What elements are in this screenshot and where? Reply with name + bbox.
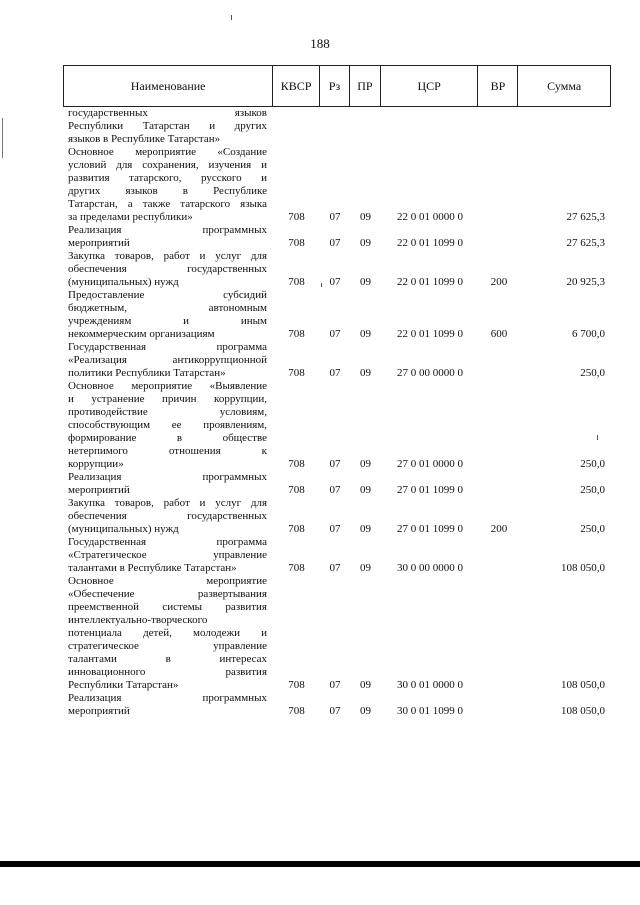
row-name-line: Республики Татарстан» xyxy=(68,679,179,691)
table-row xyxy=(63,224,611,250)
row-name-line: стратегическое управление xyxy=(68,640,267,652)
row-name-line: Закупка товаров, работ и услуг для xyxy=(68,250,267,262)
cell-rz: 07 xyxy=(329,237,341,249)
row-name-line: Основное мероприятие xyxy=(68,575,267,587)
cell-sum: 27 625,3 xyxy=(566,211,605,223)
scan-border xyxy=(0,861,640,867)
row-name-line: Основное мероприятие «Выявление xyxy=(68,380,267,392)
row-name-line: «Стратегическое управление xyxy=(68,549,267,561)
cell-rz: 07 xyxy=(329,705,341,717)
cell-pr: 09 xyxy=(360,328,371,340)
cell-kvsr: 708 xyxy=(288,523,305,535)
cell-kvsr: 708 xyxy=(288,458,305,470)
table-row xyxy=(63,107,611,146)
row-name xyxy=(63,471,273,497)
row-name-line: бюджетным, автономным xyxy=(68,302,267,314)
cell-pr: 09 xyxy=(360,237,371,249)
cell-kvsr: 708 xyxy=(288,562,305,574)
cell-kvsr: 708 xyxy=(288,276,305,288)
header-vr: ВР xyxy=(478,66,518,106)
row-name xyxy=(63,497,273,536)
table-row xyxy=(63,289,611,341)
cell-sum: 108 050,0 xyxy=(561,562,605,574)
row-name-line: за пределами республики» xyxy=(68,211,193,223)
table-row xyxy=(63,146,611,224)
cell-pr: 09 xyxy=(360,484,371,496)
cell-pr: 09 xyxy=(360,705,371,717)
cell-rz: 07 xyxy=(329,328,341,340)
table-row xyxy=(63,380,611,471)
cell-sum: 250,0 xyxy=(580,523,605,535)
row-name-line: Государственная программа xyxy=(68,536,267,548)
cell-vr: 200 xyxy=(490,523,508,535)
cell-rz: 07 xyxy=(329,523,341,535)
margin-mark xyxy=(2,118,3,158)
row-name-line: Предоставление субсидий xyxy=(68,289,267,301)
header-csr: ЦСР xyxy=(381,66,479,106)
cell-rz: 07 xyxy=(329,458,341,470)
row-name-line: Реализация программных xyxy=(68,471,267,483)
scan-dot xyxy=(321,283,322,287)
cell-sum: 20 925,3 xyxy=(566,276,605,288)
row-name xyxy=(63,250,273,289)
row-name-line: Реализация программных xyxy=(68,224,267,236)
cell-csr: 27 0 01 1099 0 xyxy=(397,523,463,535)
table-row xyxy=(63,497,611,536)
cell-rz: 07 xyxy=(329,276,341,288)
row-name-line: Основное мероприятие «Создание xyxy=(68,146,267,158)
cell-rz: 07 xyxy=(329,484,341,496)
cell-pr: 09 xyxy=(360,523,371,535)
table-row xyxy=(63,471,611,497)
row-name-line: некоммерческим организациям xyxy=(68,328,215,340)
cell-csr: 30 0 01 0000 0 xyxy=(397,679,463,691)
row-name-line: преемственной системы развития xyxy=(68,601,267,613)
row-name-line: других языков в Республике xyxy=(68,185,267,197)
header-name: Наименование xyxy=(64,66,273,106)
row-name-line: талантами в Республике Татарстан» xyxy=(68,562,237,574)
row-name-line: Реализация программных xyxy=(68,692,267,704)
cell-kvsr: 708 xyxy=(288,328,305,340)
row-name-line: противодействие условиям, xyxy=(68,406,267,418)
row-name xyxy=(63,380,273,471)
cell-sum: 27 625,3 xyxy=(566,237,605,249)
row-name-line: государственных языков xyxy=(68,107,267,119)
row-name xyxy=(63,107,273,146)
cell-vr: 200 xyxy=(490,276,508,288)
row-name-line: нетерпимого отношения к xyxy=(68,445,267,457)
row-name-line: (муниципальных) нужд xyxy=(68,276,179,288)
table-body xyxy=(63,107,611,718)
scan-dot xyxy=(231,15,232,20)
cell-kvsr: 708 xyxy=(288,367,305,379)
row-name-line: формирование в обществе xyxy=(68,432,267,444)
row-name-line: политики Республики Татарстан» xyxy=(68,367,226,379)
cell-csr: 27 0 01 1099 0 xyxy=(397,484,463,496)
cell-vr: 600 xyxy=(490,328,508,340)
header-pr: ПР xyxy=(350,66,381,106)
row-name xyxy=(63,536,273,575)
cell-rz: 07 xyxy=(329,367,341,379)
row-name-line: мероприятий xyxy=(68,705,130,717)
row-name-line: и устранение причин коррупции, xyxy=(68,393,267,405)
row-name-line: учреждениям и иным xyxy=(68,315,267,327)
row-name-line: обеспечения государственных xyxy=(68,263,267,275)
cell-kvsr: 708 xyxy=(288,484,305,496)
cell-csr: 27 0 01 0000 0 xyxy=(397,458,463,470)
table-row xyxy=(63,536,611,575)
row-name-line: талантами в интересах xyxy=(68,653,267,665)
row-name xyxy=(63,224,273,250)
row-name-line: развития татарского, русского и xyxy=(68,172,267,184)
scan-dot xyxy=(597,435,598,440)
header-rz: Рз xyxy=(320,66,350,106)
header-sum: Сумма xyxy=(547,78,582,93)
table-row xyxy=(63,341,611,380)
row-name-line: способствующим ее проявлениям, xyxy=(68,419,267,431)
cell-kvsr: 708 xyxy=(288,705,305,717)
cell-rz: 07 xyxy=(329,211,341,223)
cell-kvsr: 708 xyxy=(288,237,305,249)
row-name-line: Татарстан, а также татарского языка xyxy=(68,198,267,210)
cell-sum: 250,0 xyxy=(580,484,605,496)
row-name-line: «Реализация антикоррупционной xyxy=(68,354,267,366)
table-row xyxy=(63,575,611,692)
row-name xyxy=(63,146,273,224)
cell-csr: 30 0 01 1099 0 xyxy=(397,705,463,717)
cell-csr: 22 0 01 1099 0 xyxy=(397,276,463,288)
cell-csr: 22 0 01 1099 0 xyxy=(397,237,463,249)
header-kvsr: КВСР xyxy=(273,66,320,106)
cell-csr: 22 0 01 0000 0 xyxy=(397,211,463,223)
row-name-line: мероприятий xyxy=(68,237,130,249)
cell-sum: 250,0 xyxy=(580,367,605,379)
cell-pr: 09 xyxy=(360,276,371,288)
cell-rz: 07 xyxy=(329,562,341,574)
cell-sum: 108 050,0 xyxy=(561,679,605,691)
cell-csr: 30 0 00 0000 0 xyxy=(397,562,463,574)
table-row xyxy=(63,692,611,718)
row-name xyxy=(63,289,273,341)
cell-kvsr: 708 xyxy=(288,211,305,223)
cell-csr: 27 0 00 0000 0 xyxy=(397,367,463,379)
cell-csr: 22 0 01 1099 0 xyxy=(397,328,463,340)
cell-pr: 09 xyxy=(360,679,371,691)
row-name-line: Государственная программа xyxy=(68,341,267,353)
cell-sum: 108 050,0 xyxy=(561,705,605,717)
page-number: 188 xyxy=(310,36,330,51)
row-name-line: условий для сохранения, изучения и xyxy=(68,159,267,171)
row-name-line: коррупции» xyxy=(68,458,124,470)
row-name-line: Закупка товаров, работ и услуг для xyxy=(68,497,267,509)
table-header xyxy=(63,65,611,107)
row-name-line: обеспечения государственных xyxy=(68,510,267,522)
table-row xyxy=(63,250,611,289)
row-name-line: мероприятий xyxy=(68,484,130,496)
cell-pr: 09 xyxy=(360,367,371,379)
row-name-line: интеллектуально-творческого xyxy=(68,614,208,626)
row-name-line: «Обеспечение развертывания xyxy=(68,588,267,600)
cell-rz: 07 xyxy=(329,679,341,691)
cell-pr: 09 xyxy=(360,562,371,574)
cell-pr: 09 xyxy=(360,211,371,223)
row-name xyxy=(63,692,273,718)
cell-sum: 6 700,0 xyxy=(572,328,605,340)
row-name-line: языков в Республике Татарстан» xyxy=(68,133,221,145)
row-name-line: потенциала детей, молодежи и xyxy=(68,627,267,639)
cell-pr: 09 xyxy=(360,458,371,470)
row-name xyxy=(63,575,273,692)
row-name-line: инновационного развития xyxy=(68,666,267,678)
cell-kvsr: 708 xyxy=(288,679,305,691)
row-name-line: Республики Татарстан и других xyxy=(68,120,267,132)
row-name xyxy=(63,341,273,380)
row-name-line: (муниципальных) нужд xyxy=(68,523,179,535)
cell-sum: 250,0 xyxy=(580,458,605,470)
